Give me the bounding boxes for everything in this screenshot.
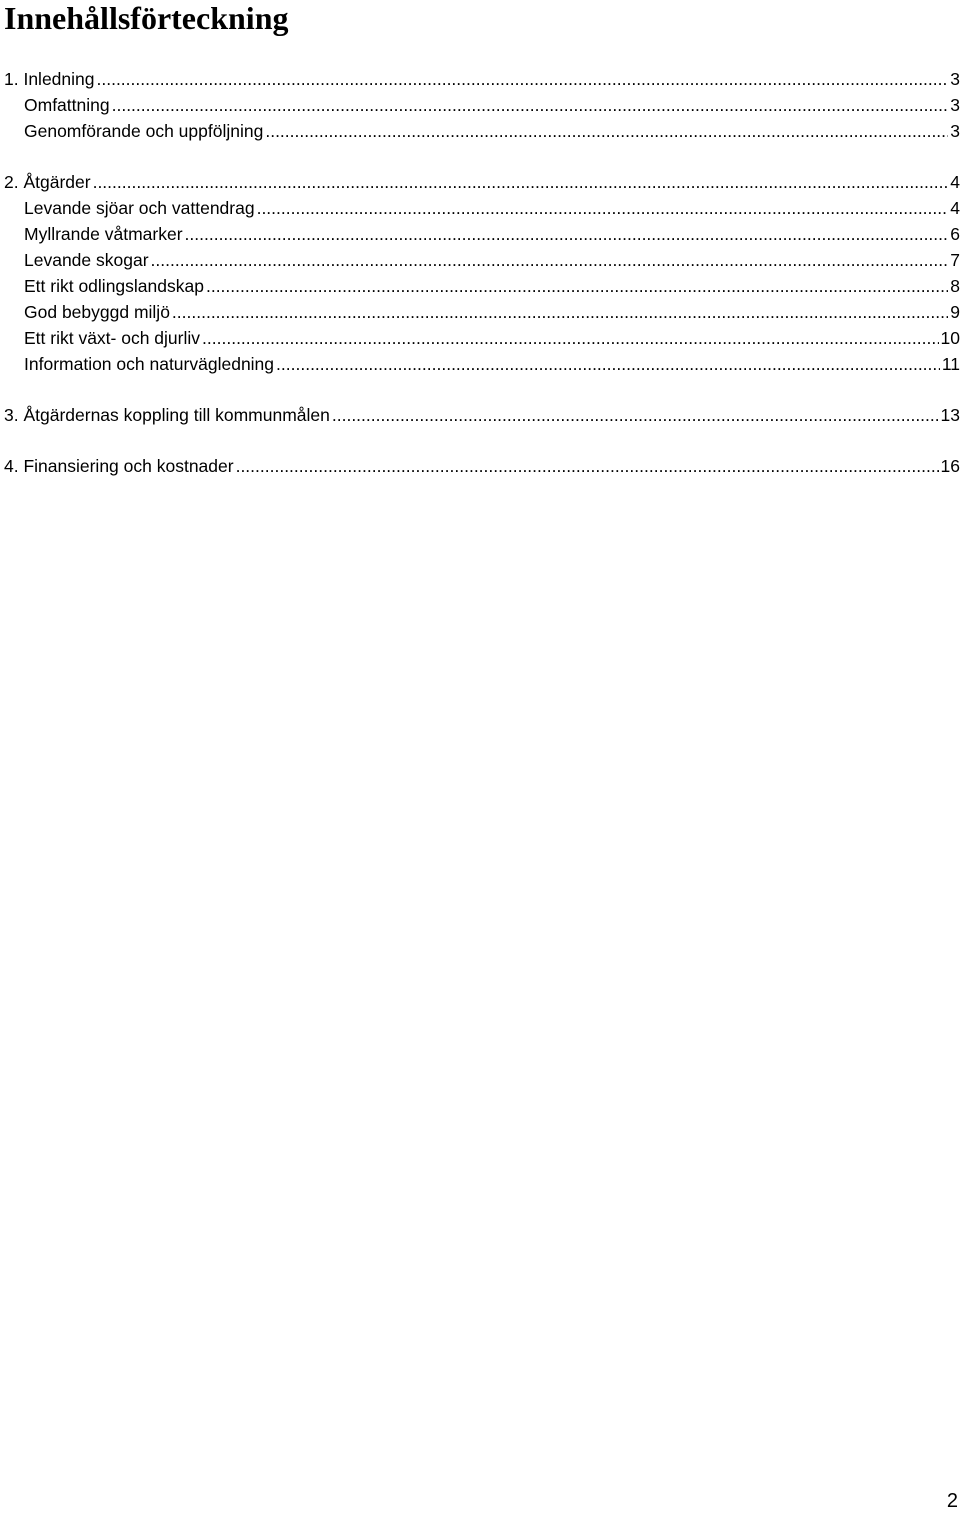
toc-entry-djurliv[interactable] <box>4 325 960 351</box>
toc-entry-skogar[interactable] <box>4 247 960 273</box>
toc-leader-dots <box>265 118 948 144</box>
toc-entry-page: 13 <box>940 405 960 425</box>
toc-entry-page: 4 <box>950 172 960 192</box>
page-title: Innehållsförteckning <box>4 0 289 36</box>
toc-leader-dots <box>276 351 940 377</box>
toc-entry-label: 4. Finansiering och kostnader <box>4 456 234 476</box>
page-number: 2 <box>946 1490 958 1512</box>
table-of-contents <box>4 66 960 479</box>
toc-leader-dots <box>185 221 949 247</box>
toc-entry-page: 11 <box>941 354 960 374</box>
toc-entry-page: 3 <box>950 121 960 141</box>
toc-leader-dots <box>112 92 949 118</box>
toc-entry-label: Information och naturvägledning <box>24 354 275 374</box>
toc-leader-dots <box>202 325 939 351</box>
toc-entry-label: Omfattning <box>24 95 110 115</box>
toc-entry-label: Genomförande och uppföljning <box>24 121 264 141</box>
toc-leader-dots <box>97 66 949 92</box>
toc-entry-atgarder[interactable] <box>4 169 960 195</box>
toc-leader-dots <box>332 402 939 428</box>
toc-entry-page: 3 <box>950 69 960 89</box>
toc-entry-label: 2. Åtgärder <box>4 172 91 192</box>
toc-entry-sjoar[interactable] <box>4 195 960 221</box>
toc-entry-label: God bebyggd miljö <box>24 302 170 322</box>
toc-leader-dots <box>172 299 948 325</box>
toc-entry-label: 1. Inledning <box>4 69 95 89</box>
toc-entry-label: Myllrande våtmarker <box>24 224 183 244</box>
toc-entry-omfattning[interactable] <box>4 92 960 118</box>
toc-entry-label: Levande skogar <box>24 250 149 270</box>
toc-entry-page: 8 <box>950 276 960 296</box>
toc-leader-dots <box>236 453 939 479</box>
toc-entry-label: Ett rikt odlingslandskap <box>24 276 204 296</box>
toc-entry-odlingslandskap[interactable] <box>4 273 960 299</box>
toc-entry-page: 7 <box>950 250 960 270</box>
toc-entry-page: 9 <box>950 302 960 322</box>
toc-entry-finansiering[interactable] <box>4 453 960 479</box>
toc-entry-page: 16 <box>940 456 960 476</box>
toc-entry-naturvagledning[interactable] <box>4 351 960 377</box>
toc-entry-label: Ett rikt växt- och djurliv <box>24 328 201 348</box>
toc-entry-page: 3 <box>950 95 960 115</box>
toc-entry-page: 4 <box>950 198 960 218</box>
toc-entry-kommunmalen[interactable] <box>4 402 960 428</box>
toc-entry-genomforande[interactable] <box>4 118 960 144</box>
toc-entry-label: Levande sjöar och vattendrag <box>24 198 255 218</box>
toc-entry-vatmarker[interactable] <box>4 221 960 247</box>
toc-entry-bebyggd-miljo[interactable] <box>4 299 960 325</box>
toc-entry-inledning[interactable] <box>4 66 960 92</box>
toc-entry-label: 3. Åtgärdernas koppling till kommunmålen <box>4 405 330 425</box>
toc-leader-dots <box>151 247 949 273</box>
toc-leader-dots <box>206 273 948 299</box>
toc-entry-page: 10 <box>940 328 960 348</box>
toc-entry-page: 6 <box>950 224 960 244</box>
toc-leader-dots <box>93 169 949 195</box>
toc-leader-dots <box>257 195 949 221</box>
